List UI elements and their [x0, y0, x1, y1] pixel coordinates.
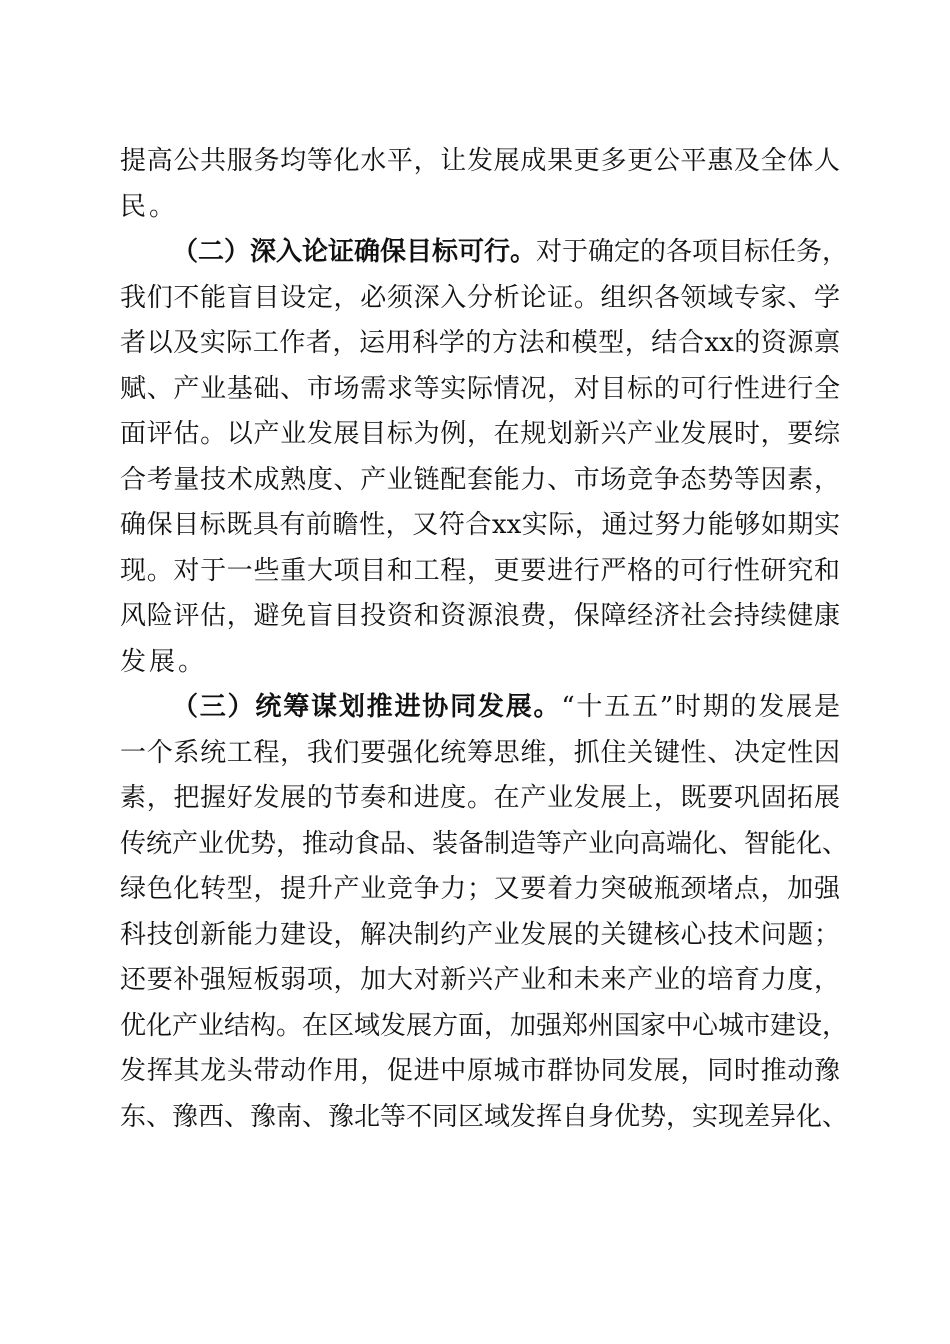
paragraph-3-first-line	[120, 685, 840, 731]
paragraph-3-line: 科技创新能力建设，解决制约产业发展的关键核心技术问题；	[120, 919, 840, 950]
paragraph-3-first-line-text: “十五五”时期的发展是	[561, 692, 840, 722]
paragraph-3-line: 还要补强短板弱项，加大对新兴产业和未来产业的培育力度，	[120, 965, 840, 995]
paragraph-2-line: 我们不能盲目设定，必须深入分析论证。组织各领域专家、学	[120, 282, 840, 313]
paragraph-2-line: 赋、产业基础、市场需求等实际情况，对目标的可行性进行全	[120, 373, 840, 404]
paragraph-3-line: 传统产业优势，推动食品、装备制造等产业向高端化、智能化、	[120, 828, 849, 859]
paragraph-2-line: 者以及实际工作者，运用科学的方法和模型，结合xx的资源禀	[120, 328, 840, 358]
paragraph-2-line: 发展。	[120, 646, 208, 677]
paragraph-2-first-line	[120, 230, 849, 276]
paragraph-2-line: 现。对于一些重大项目和工程，更要进行严格的可行性研究和	[120, 555, 840, 586]
paragraph-2-line: 确保目标既具有前瞻性，又符合xx实际，通过努力能够如期实	[120, 510, 840, 540]
paragraph-2-heading: （二）深入论证确保目标可行。	[172, 237, 537, 267]
paragraph-2-first-line-text: 对于确定的各项目标任务，	[536, 237, 849, 267]
paragraph-3-line: 素，把握好发展的节奏和进度。在产业发展上，既要巩固拓展	[120, 783, 840, 813]
paragraph-2-line: 合考量技术成熟度、产业链配套能力、市场竞争态势等因素，	[120, 464, 840, 495]
paragraph-3-line: 优化产业结构。在区域发展方面，加强郑州国家中心城市建设，	[120, 1010, 849, 1041]
paragraph-2-line: 风险评估，避免盲目投资和资源浪费，保障经济社会持续健康	[120, 601, 840, 631]
paragraph-1-line: 民。	[120, 191, 179, 222]
paragraph-3-heading: （三）统筹谋划推进协同发展。	[172, 692, 562, 722]
paragraph-1-line: 提高公共服务均等化水平，让发展成果更多更公平惠及全体人	[120, 146, 840, 176]
paragraph-3-line: 一个系统工程，我们要强化统筹思维，抓住关键性、决定性因	[120, 737, 840, 768]
paragraph-3-line: 东、豫西、豫南、豫北等不同区域发挥自身优势，实现差异化、	[120, 1101, 849, 1132]
paragraph-2-line: 面评估。以产业发展目标为例，在规划新兴产业发展时，要综	[120, 419, 840, 449]
paragraph-3-line: 绿色化转型，提升产业竞争力；又要着力突破瓶颈堵点，加强	[120, 874, 840, 904]
document-body	[120, 139, 849, 1140]
paragraph-3-line: 发挥其龙头带动作用，促进中原城市群协同发展，同时推动豫	[120, 1056, 840, 1086]
